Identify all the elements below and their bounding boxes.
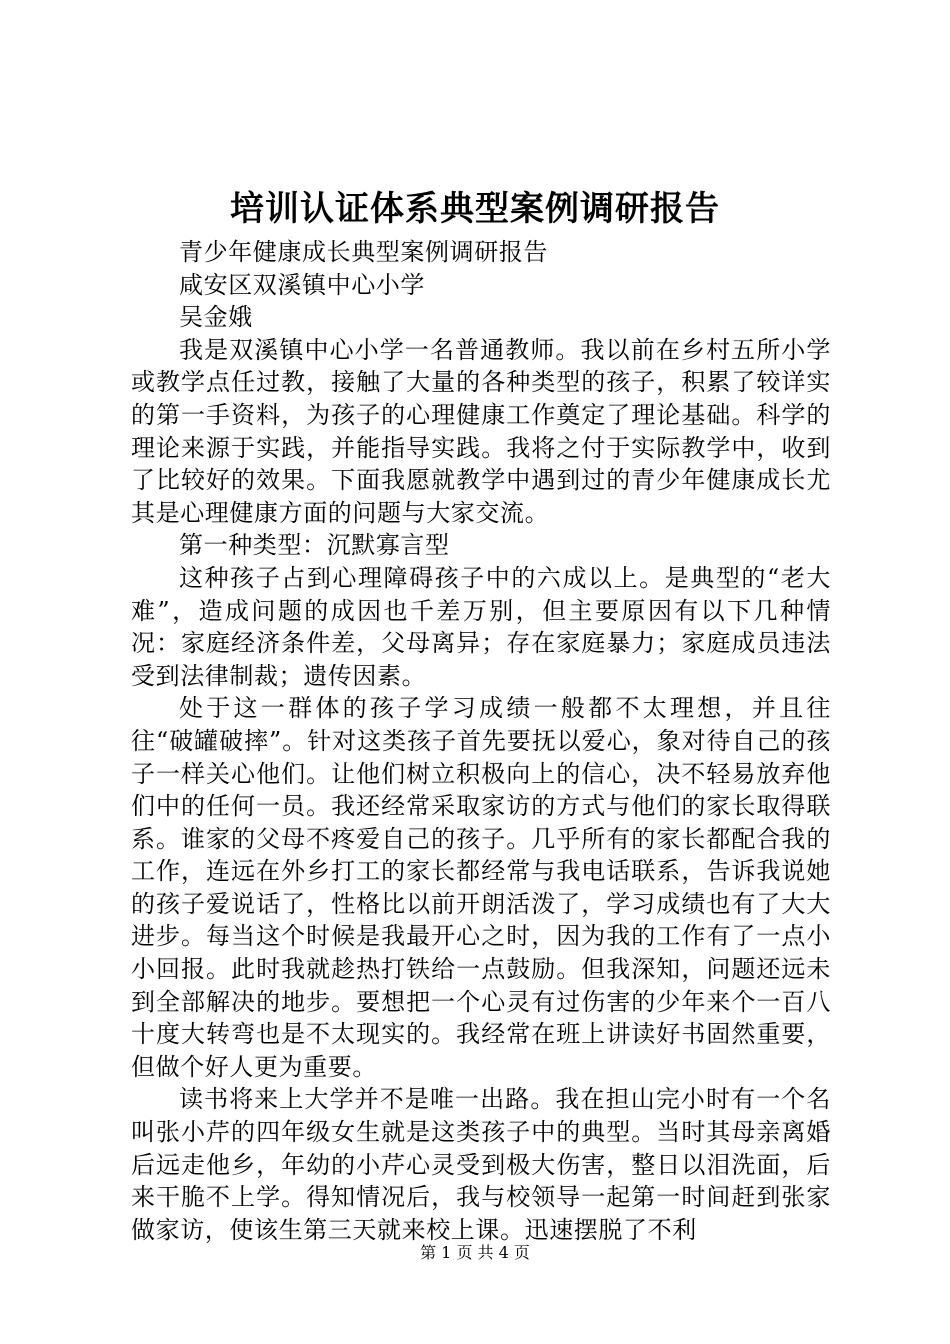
section-heading: 第一种类型：沉默寡言型 bbox=[179, 531, 450, 560]
body-paragraph: 这种孩子占到心理障碍孩子中的六成以上。是典型的“老大难”，造成问题的成因也千差万别，但主要原因有以下几种情况：家庭经济条件差，父母离异；存在家庭暴力；家庭成员违法受到法律制裁；遗传因素。 bbox=[131, 563, 831, 690]
subtitle-line: 青少年健康成长典型案例调研报告 bbox=[179, 238, 548, 266]
school-line: 咸安区双溪镇中心小学 bbox=[179, 270, 425, 299]
author-line: 吴金娥 bbox=[179, 303, 253, 332]
body-paragraph: 处于这一群体的孩子学习成绩一般都不太理想，并且往往“破罐破摔”。针对这类孩子首先要抚以爱心，象对待自己的孩子一样关心他们。让他们树立积极向上的信心，决不轻易放弃他们中的任何一员。我还经常采取家访的方式与他们的家长取得联系。谁家的父母不疼爱自己的孩子。几乎所有的家长都配合我的工作，连远在外乡打工的家长都经常与我电话联系，告诉我说她的孩子爱说话了，性格比以前开朗活泼了，学习成绩也有了大大进步。每当这个时候是我最开心之时，因为我的工作有了一点小小回报。此时我就趁热打铁给一点鼓励。但我深知，问题还远未到全部解决的地步。要想把一个心灵有过伤害的少年来个一百八十度大转弯也是不太现实的。我经常在班上讲读好书固然重要，但做个好人更为重要。 bbox=[131, 694, 831, 1081]
body-paragraph: 读书将来上大学并不是唯一出路。我在担山完小时有一个名叫张小芹的四年级女生就是这类孩子中的典型。当时其母亲离婚后远走他乡，年幼的小芹心灵受到极大伤害，整日以泪洗面，后来干脆不上学。得知情况后，我与校领导一起第一时间赶到张家做家访，使该生第三天就来校上课。迅速摆脱了不利 bbox=[131, 1085, 831, 1244]
page-total: 共 4 页 bbox=[477, 1243, 530, 1262]
body-paragraph: 我是双溪镇中心小学一名普通教师。我以前在乡村五所小学或教学点任过教，接触了大量的各种类型的孩子，积累了较详实的第一手资料，为孩子的心理健康工作奠定了理论基础。科学的理论来源于实践，并能指导实践。我将之付于实际教学中，收到了比较好的效果。下面我愿就教学中遇到过的青少年健康成长尤其是心理健康方面的问题与大家交流。 bbox=[131, 335, 831, 527]
page-footer bbox=[0, 1242, 950, 1264]
document-body bbox=[131, 236, 831, 1246]
document-title: 培训认证体系典型案例调研报告 bbox=[230, 189, 720, 229]
page-number: 第 1 页 bbox=[420, 1243, 473, 1262]
